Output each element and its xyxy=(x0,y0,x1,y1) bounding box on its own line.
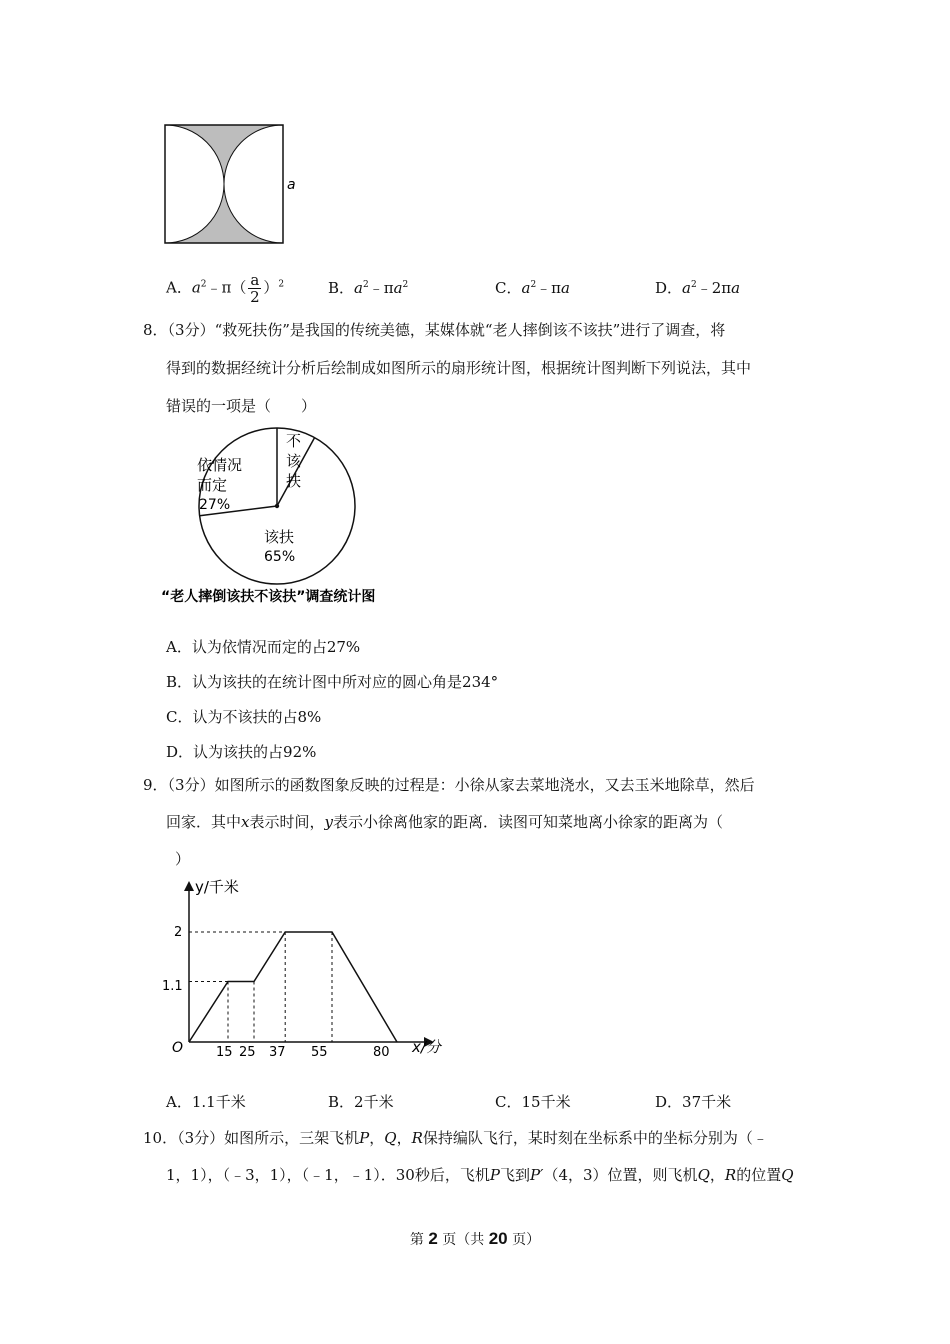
pie-label-bugai-3: 扶 xyxy=(286,472,302,490)
q8-text-line3: 错误的一项是（ ） xyxy=(166,397,317,415)
q8-option-d[interactable]: D．认为该扶的占92% xyxy=(166,743,317,761)
x-tick-label-15: 15 xyxy=(216,1045,233,1060)
y-axis-label: y/千米 xyxy=(195,878,239,896)
q7-option-d[interactable]: D．$a^2﹣2\pi a$ xyxy=(655,279,741,297)
q10-text-line2: 1，1），（﹣3，1），（﹣1，﹣1）．30秒后，飞机P飞到P′（4，3）位置，则飞机Q，R的位置Q xyxy=(166,1166,794,1184)
pie-label-bugai-1: 不 xyxy=(286,432,302,450)
x-axis-label: x/分 xyxy=(412,1038,441,1056)
total-pages-number: 20 xyxy=(488,1229,508,1248)
distance-time-graph xyxy=(150,870,460,1065)
pie-label-gai: 该扶 xyxy=(264,528,295,546)
q9-option-b[interactable]: B．2千米 xyxy=(328,1093,394,1111)
q7-option-c[interactable]: C．$a^2﹣\pi a$ xyxy=(495,279,570,297)
y-tick-label-2: 2 xyxy=(174,925,183,940)
q9-text-line1: 9．（3分）如图所示的函数图象反映的过程是：小徐从家去菜地浇水，又去玉米地除草，然后 xyxy=(143,776,755,794)
page-footer: 第 2 页（共 20 页） xyxy=(409,1229,541,1248)
q9-text-line2: 回家．其中x表示时间，y表示小徐离他家的距离．读图可知菜地离小徐家的距离为（ xyxy=(166,813,723,831)
pie-chart xyxy=(155,422,425,612)
q9-text-line3: ） xyxy=(175,850,191,868)
pie-value-gai: 65% xyxy=(264,549,296,565)
origin-label: O xyxy=(172,1040,184,1056)
q9-option-a[interactable]: A．1.1千米 xyxy=(166,1093,246,1111)
y-axis-arrow xyxy=(184,881,194,891)
fraction-a-over-2: $\frac{a}{2}$ xyxy=(250,271,260,306)
x-tick-label-37: 37 xyxy=(269,1045,286,1060)
pie-label-yiqing-line2: 而定 xyxy=(197,476,228,494)
pie-label-bugai-2: 该 xyxy=(286,452,302,470)
pie-chart-title: “老人摔倒该扶不该扶”调查统计图 xyxy=(161,589,376,605)
q7-option-b[interactable]: B．$a^2﹣\pi a^2$ xyxy=(328,279,409,297)
distance-series-line xyxy=(189,932,397,1042)
q8-text-line2: 得到的数据经统计分析后绘制成如图所示的扇形统计图，根据统计图判断下列说法，其中 xyxy=(166,359,752,377)
x-tick-label-80: 80 xyxy=(373,1045,390,1060)
q8-text-line1: 8．（3分）“救死扶伤”是我国的传统美德，某媒体就“老人摔倒该不该扶”进行了调查，将 xyxy=(143,321,726,339)
side-label-a: a xyxy=(287,177,296,193)
q7-option-a[interactable]: A．$a^2﹣\pi$（ $\frac{a}{2}$ ）$^2$ xyxy=(166,271,285,306)
q8-option-c[interactable]: C．认为不该扶的占8% xyxy=(166,708,322,726)
pie-value-yiqing: 27% xyxy=(199,497,231,513)
current-page-number: 2 xyxy=(428,1229,438,1248)
x-tick-label-55: 55 xyxy=(311,1045,328,1060)
pie-label-yiqing-line1: 依情况 xyxy=(197,456,243,474)
square-semicircle-figure xyxy=(160,120,310,250)
q8-option-a[interactable]: A．认为依情况而定的占27% xyxy=(166,638,361,656)
y-tick-label-1-1: 1.1 xyxy=(162,979,183,994)
q8-option-b[interactable]: B．认为该扶的在统计图中所对应的圆心角是234° xyxy=(166,673,499,691)
q9-option-d[interactable]: D．37千米 xyxy=(655,1093,732,1111)
pie-center-dot xyxy=(275,504,279,508)
q9-option-c[interactable]: C．15千米 xyxy=(495,1093,571,1111)
q10-text-line1: 10．（3分）如图所示，三架飞机P，Q，R保持编队飞行，某时刻在坐标系中的坐标分别为（﹣ xyxy=(143,1129,768,1147)
x-tick-label-25: 25 xyxy=(239,1045,256,1060)
